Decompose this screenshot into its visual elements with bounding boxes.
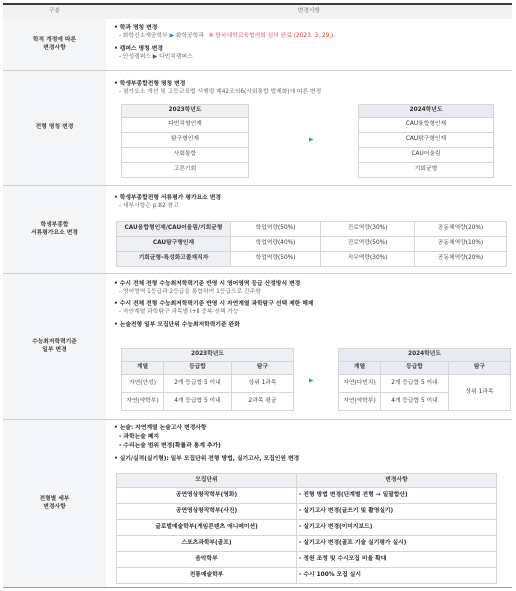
bullet-rename: • 학생부종합전형 명칭 변경 bbox=[114, 81, 186, 87]
table-cell: 학업역량(50%) bbox=[231, 222, 321, 237]
list-item: 고른기회 bbox=[122, 163, 249, 178]
table-cell: 상위 1과목 bbox=[449, 375, 511, 411]
col-track: 계열 bbox=[122, 362, 164, 375]
practical-changes-table bbox=[116, 473, 497, 584]
table-cell: CAU융합형인재/CAU어울림/기회균형 bbox=[117, 222, 231, 237]
row-label: 전형별 세부 변경사항 bbox=[3, 420, 106, 587]
table-cell: 공동체역량(10%) bbox=[415, 237, 507, 252]
dept-rename-detail bbox=[119, 33, 333, 41]
col-grade-sum: 등급합 bbox=[381, 362, 449, 375]
table-row bbox=[117, 552, 497, 568]
col-inquiry: 탐구 bbox=[449, 362, 511, 375]
col-inquiry: 탐구 bbox=[232, 362, 294, 375]
col-track: 계열 bbox=[339, 362, 381, 375]
table-cell: 4개 등급합 5 이내 bbox=[381, 393, 449, 411]
table-cell: 전통예술학부 bbox=[117, 568, 297, 584]
table-2024-minimum bbox=[338, 348, 511, 411]
table-cell: - 실기고사 변경(글쓰기 및 촬영실기) bbox=[297, 504, 497, 520]
table-cell: 진로역량(30%) bbox=[321, 222, 415, 237]
list-item: 기회균형 bbox=[359, 163, 494, 178]
campus-rename-detail: - 안성캠퍼스 ▶ 다빈치캠퍼스 bbox=[119, 54, 193, 60]
year-2024-head: 2024학년도 bbox=[339, 349, 511, 362]
year-2023-head: 2023학년도 bbox=[122, 349, 294, 362]
col-grade-sum: 등급합 bbox=[164, 362, 232, 375]
table-row bbox=[117, 504, 497, 520]
table-cell: - 전형 방법 변경(단계별 전형 → 일괄합산) bbox=[297, 488, 497, 504]
table-cell: 스포츠과학부(골프) bbox=[117, 536, 297, 552]
old-dept-name: - 화학신소재공학부 bbox=[119, 33, 168, 39]
table-row bbox=[117, 488, 497, 504]
table-cell: 공동체역량(20%) bbox=[415, 252, 507, 267]
col-unit: 모집단위 bbox=[117, 474, 297, 488]
table-cell: 4개 등급합 5 이내 bbox=[164, 393, 232, 411]
approval-note: ※ 한국대학교육협의회 심의 완료 (2023. 3. 29.) bbox=[208, 33, 334, 39]
list-item: 다빈치형인재 bbox=[122, 118, 249, 133]
table-cell: 자연(약학부) bbox=[122, 393, 164, 411]
row-label: 수능최저학력기준 일부 변경 bbox=[3, 274, 106, 419]
table-cell: 자연(약학부) bbox=[339, 393, 381, 411]
list-item: CAU융합형인재 bbox=[359, 118, 494, 133]
table-cell: CAU탐구형인재 bbox=[117, 237, 231, 252]
table-cell: 상위 1과목 bbox=[232, 375, 294, 393]
row-evaluation-change bbox=[3, 186, 512, 274]
bullet-evaluation: • 학생부종합전형 서류평가 평가요소 변경 bbox=[114, 195, 221, 201]
table-cell: - 실기고사 변경(이미지보드) bbox=[297, 520, 497, 536]
table-2023-minimum bbox=[121, 348, 294, 411]
table-cell: 공연영상창작학부(영화) bbox=[117, 488, 297, 504]
table-row bbox=[117, 520, 497, 536]
row-detailed-changes bbox=[3, 420, 512, 588]
table-cell: - 정원 조정 및 수시모집 비율 확대 bbox=[297, 552, 497, 568]
table-cell: - 실기고사 변경(골프 기술 실기평가 실시) bbox=[297, 536, 497, 552]
table-cell: 직무역량(30%) bbox=[321, 252, 415, 267]
table-cell: 2과목 평균 bbox=[232, 393, 294, 411]
essay-detail-1: - 과학논술 폐지 bbox=[119, 434, 160, 440]
row-csat-minimum bbox=[3, 274, 512, 420]
col-changes: 변경사항 bbox=[297, 474, 497, 488]
evaluation-table bbox=[116, 221, 507, 267]
table-cell: 공연영상창작학부(사진) bbox=[117, 504, 297, 520]
table-cell: 자연(다빈치) bbox=[339, 375, 381, 393]
bullet-essay-minimum: • 논술전형 일부 모집단위 수능최저학력기준 완화 bbox=[114, 322, 240, 328]
row-label: 전형 명칭 변경 bbox=[3, 71, 106, 185]
table-cell: 기회균형-특성화고졸재직자 bbox=[117, 252, 231, 267]
bullet-english-grade: • 수시 전체 전형 수능최저학력기준 반영 시 영어영역 등급 산정방식 변경 bbox=[114, 281, 301, 287]
arrow-icon: ▶ bbox=[309, 378, 314, 384]
table-cell: 2개 등급합 5 이내 bbox=[164, 375, 232, 393]
table-cell: - 수시 100% 모집 실시 bbox=[297, 568, 497, 584]
header-category: 구분 bbox=[48, 8, 61, 15]
essay-detail-2: - 수리논술 범위 변경(확률과 통계 추가) bbox=[119, 443, 221, 449]
list-item: 사회통합 bbox=[122, 148, 249, 163]
arrow-icon: ▶ bbox=[169, 33, 175, 39]
row-label: 학적 개정에 따른 변경사항 bbox=[3, 19, 106, 70]
table-row bbox=[117, 568, 497, 584]
table-cell: 2개 등급합 5 이내 bbox=[381, 375, 449, 393]
bullet-essay: • 논술: 자연계열 논술고사 변경사항 bbox=[114, 425, 207, 431]
rename-detail: - 평가요소 개선 및 고등교육법 시행령 제42조의6(사회통합 법제화)에 따른 변경 bbox=[119, 89, 322, 95]
table-2024-names bbox=[358, 104, 494, 178]
new-dept-name: 화학공학과 bbox=[175, 33, 204, 39]
science-select-detail: - 자연계열 과학탐구 과목별 Ⅰ+Ⅱ 중복 선택 가능 bbox=[119, 309, 239, 315]
year-2024-head: 2024학년도 bbox=[359, 105, 494, 118]
english-grade-detail: - 영어영역 1등급과 2등급을 통합하여 1등급으로 간주함 bbox=[119, 289, 261, 295]
table-cell: 음악학부 bbox=[117, 552, 297, 568]
table-2023-names bbox=[121, 104, 249, 178]
table-cell: 학업역량(50%) bbox=[231, 252, 321, 267]
table-cell: 공동체역량(20%) bbox=[415, 222, 507, 237]
bullet-practical: • 실기/실적(실기형): 일부 모집단위 전형 방법, 실기고사, 모집인원 변경 bbox=[114, 456, 300, 462]
bullet-science-select: • 수시 전체 전형 수능최저학력기준 반영 시 자연계열 과학탐구 선택 제한 해제 bbox=[114, 301, 314, 307]
table-cell: 학업역량(40%) bbox=[231, 237, 321, 252]
row-label: 학생부종합 서류평가요소 변경 bbox=[3, 186, 106, 273]
bullet-campus-rename: • 캠퍼스 명칭 변경 bbox=[114, 46, 163, 52]
table-cell: 글로벌예술학부(게임콘텐츠 애니메이션) bbox=[117, 520, 297, 536]
evaluation-detail: - 세부사항은 p.82 참고 bbox=[119, 203, 179, 209]
row-admission-rename bbox=[3, 71, 512, 186]
year-2023-head: 2023학년도 bbox=[122, 105, 249, 118]
list-item: CAU어울림 bbox=[359, 148, 494, 163]
list-item: 탐구형인재 bbox=[122, 133, 249, 148]
table-header bbox=[3, 3, 512, 19]
row-academic-changes bbox=[3, 19, 512, 71]
table-cell: 자연(안성) bbox=[122, 375, 164, 393]
table-cell: 진로역량(50%) bbox=[321, 237, 415, 252]
header-changes: 변경사항 bbox=[297, 8, 321, 15]
list-item: CAU탐구형인재 bbox=[359, 133, 494, 148]
bullet-dept-rename: • 학과 명칭 변경 bbox=[114, 25, 158, 31]
arrow-icon: ▶ bbox=[309, 137, 314, 143]
table-row bbox=[117, 536, 497, 552]
